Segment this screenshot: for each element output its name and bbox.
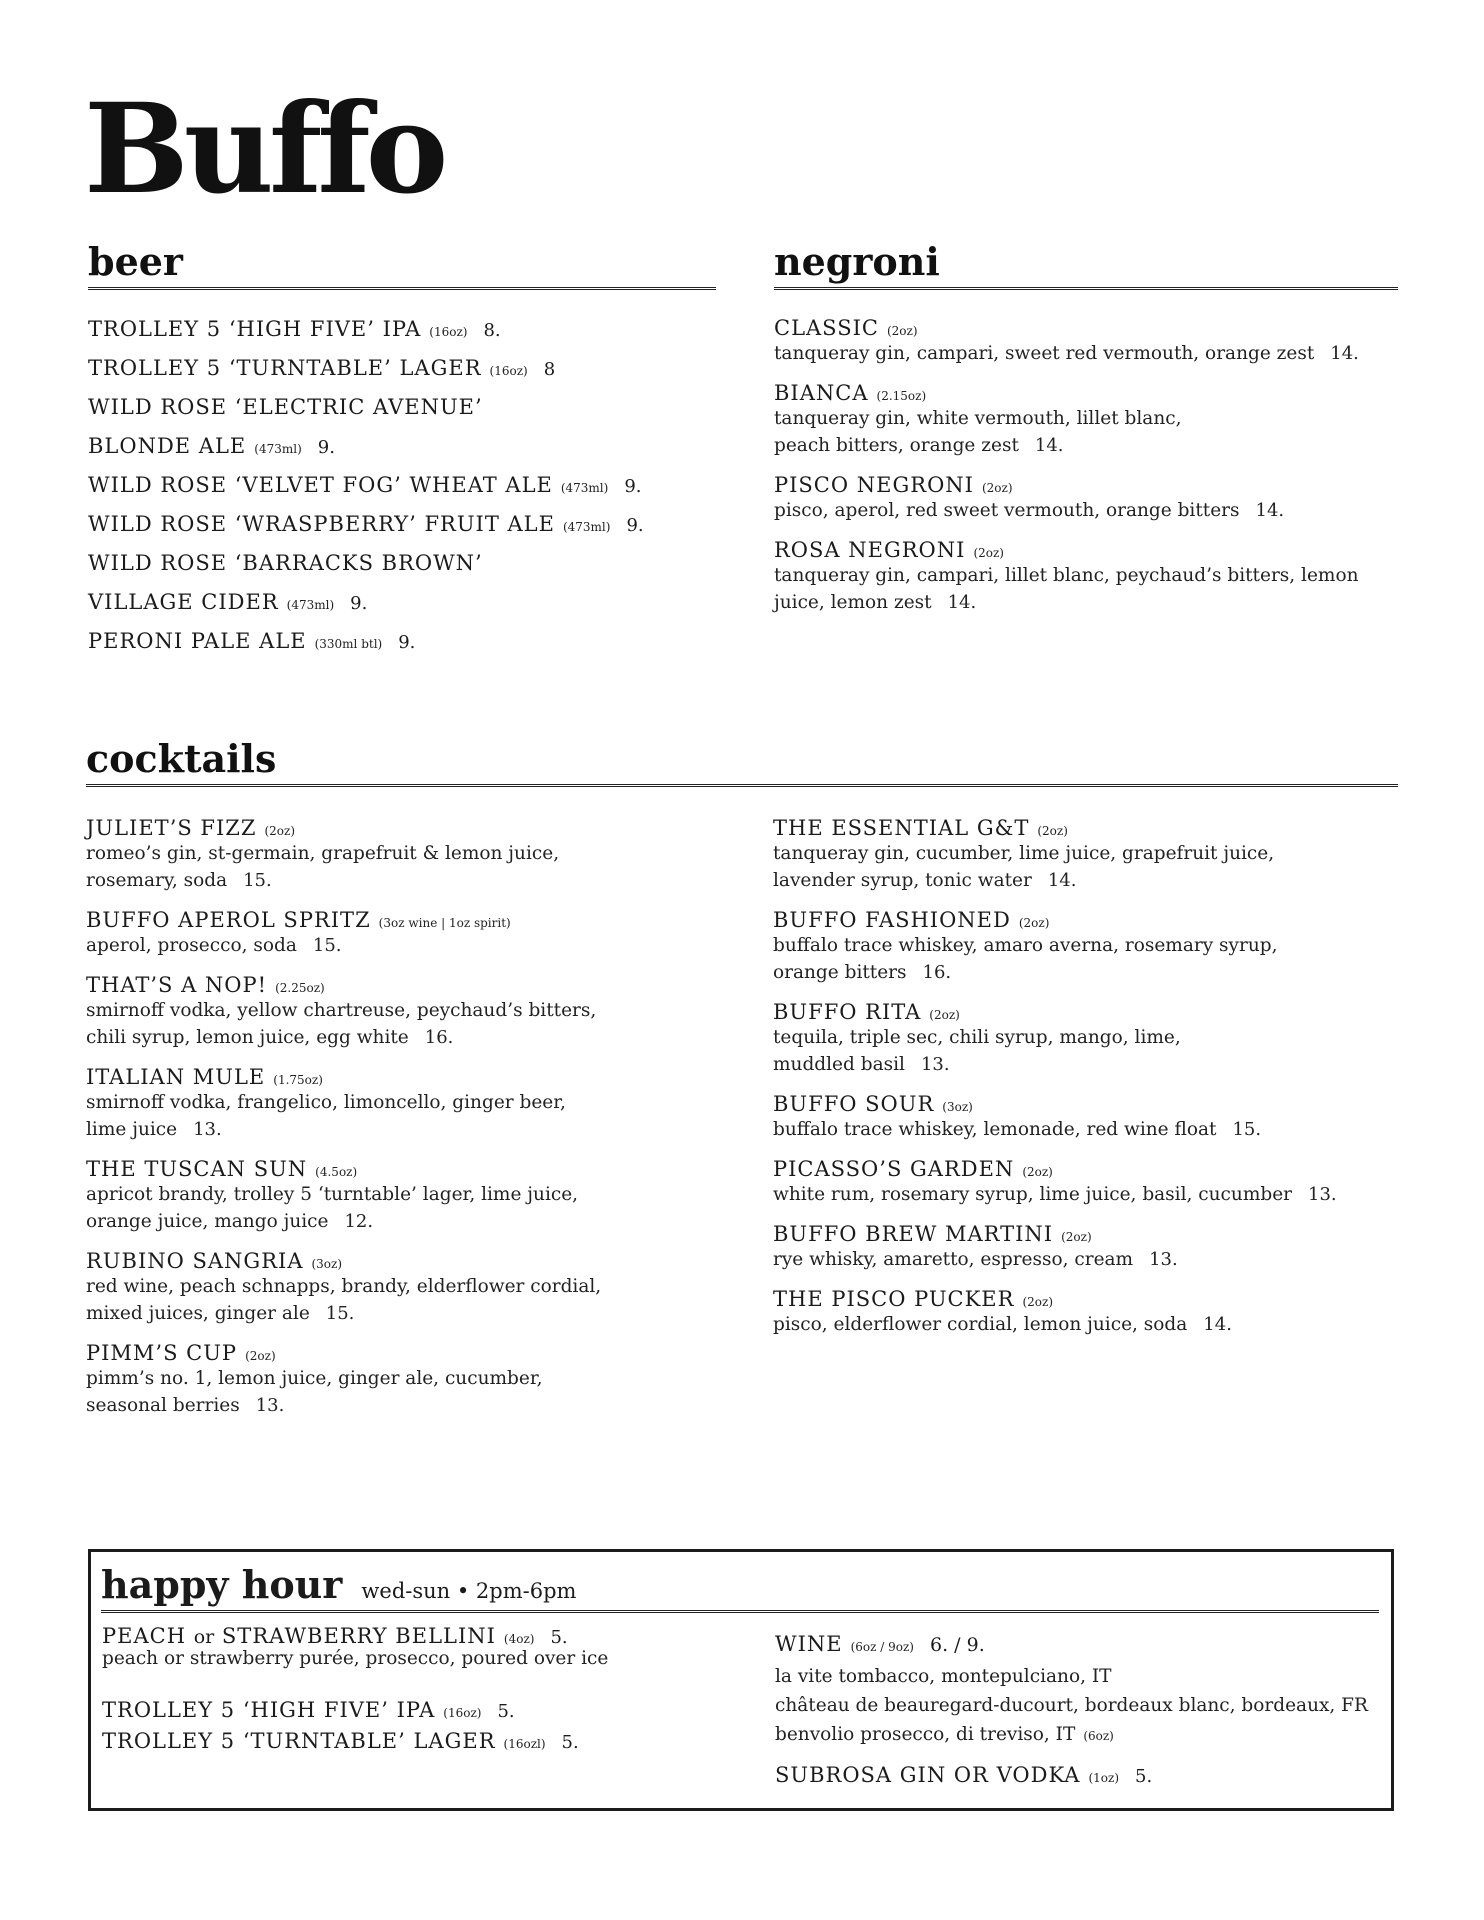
description-text: tanqueray gin, cucumber, lime juice, grapefruit juice, [773, 843, 1275, 864]
item-heading [774, 316, 1414, 340]
happy-hour-right [775, 1629, 1385, 1787]
menu-item [774, 473, 1414, 524]
description-text: smirnoff vodka, frangelico, limoncello, ginger beer, [86, 1092, 566, 1113]
spirit-name: SUBROSA GIN OR VODKA [775, 1763, 1081, 1787]
description-text: pimm’s no. 1, lemon juice, ginger ale, cucumber, [86, 1368, 543, 1389]
item-description [86, 932, 726, 959]
item-description [86, 840, 726, 867]
hh-beer-price: 5. [561, 1732, 579, 1753]
item-description [86, 1392, 726, 1419]
description-text: buffalo trace whiskey, amaro averna, rosemary syrup, [773, 935, 1278, 956]
item-description [773, 1311, 1413, 1338]
item-description [86, 997, 726, 1024]
wine-line: la vite tombacco, montepulciano, IT [775, 1666, 1112, 1687]
item-size: (3oz) [311, 1257, 343, 1271]
beer-item [88, 466, 728, 505]
negroni-heading: negroni [774, 243, 1398, 290]
item-name: RUBINO SANGRIA [86, 1249, 304, 1273]
item-price: 15. [325, 1303, 355, 1324]
beer-list [88, 310, 728, 661]
beer-item [88, 310, 728, 349]
bellini-or: or [193, 1626, 215, 1648]
happy-hour-left [102, 1624, 762, 1758]
item-price: 14. [1047, 870, 1077, 891]
happy-hour-schedule: wed-sun • 2pm-6pm [361, 1579, 577, 1603]
description-text: lime juice [86, 1119, 178, 1140]
item-name: BIANCA [774, 381, 869, 405]
bellini-item [102, 1624, 762, 1648]
hh-beer-item [102, 1727, 762, 1758]
item-name: CLASSIC [774, 316, 879, 340]
item-name: BUFFO SOUR [773, 1092, 935, 1116]
bellini-name-a: PEACH [102, 1624, 187, 1648]
item-name: PICASSO’S GARDEN [773, 1157, 1015, 1181]
beer-item [88, 388, 728, 427]
cocktails-left-column [86, 816, 726, 1433]
menu-item [773, 908, 1413, 986]
item-price: 14. [1203, 1314, 1232, 1335]
item-price: 13. [255, 1395, 285, 1416]
wine-line: château de beauregard-ducourt, bordeaux blanc, bordeaux, FR [775, 1695, 1368, 1716]
item-size: (2oz) [1061, 1230, 1092, 1244]
item-size: (2oz) [1022, 1295, 1053, 1309]
menu-item [86, 816, 726, 894]
description-text: tequila, triple sec, chili syrup, mango, lime, [773, 1027, 1181, 1048]
item-description [773, 1181, 1413, 1208]
item-description [774, 405, 1414, 432]
item-description [773, 1051, 1413, 1078]
hh-beer-price: 5. [497, 1701, 515, 1722]
item-heading [86, 1157, 726, 1181]
item-size: (2oz) [1022, 1165, 1053, 1179]
item-name: THAT’S A NOP! [86, 973, 268, 997]
item-description [774, 562, 1414, 589]
item-size: (2oz) [264, 824, 296, 838]
item-name: THE TUSCAN SUN [86, 1157, 308, 1181]
description-text: seasonal berries [86, 1395, 240, 1416]
item-name: THE ESSENTIAL G&T [773, 816, 1030, 840]
item-description [86, 1273, 726, 1300]
item-name: THE PISCO PUCKER [773, 1287, 1015, 1311]
beer-price: 9. [626, 515, 644, 536]
beer-item [88, 427, 728, 466]
item-heading [773, 816, 1413, 840]
item-description [774, 340, 1414, 367]
description-text: muddled basil [773, 1054, 905, 1075]
bellini-price: 5. [550, 1627, 568, 1648]
item-size: (2oz) [1037, 824, 1068, 838]
beer-heading: beer [88, 243, 716, 290]
beer-price: 9. [350, 593, 368, 614]
item-heading [774, 381, 1414, 405]
item-size: (2oz) [886, 324, 918, 338]
menu-item [86, 1249, 726, 1327]
item-price: 13. [920, 1054, 950, 1075]
item-description [86, 1089, 726, 1116]
description-text: chili syrup, lemon juice, egg white [86, 1027, 409, 1048]
beer-price: 9. [398, 632, 416, 653]
item-size: (1.75oz) [273, 1073, 323, 1087]
item-heading [774, 473, 1414, 497]
beer-price: 8. [483, 320, 501, 341]
item-size: (2oz) [929, 1008, 960, 1022]
item-description [774, 432, 1414, 459]
description-text: tanqueray gin, campari, sweet red vermouth, orange zest [774, 343, 1315, 364]
wine-size: (6oz / 9oz) [850, 1640, 914, 1654]
description-text: romeo’s gin, st-germain, grapefruit & lemon juice, [86, 843, 560, 864]
cocktails-heading: cocktails [86, 740, 1398, 787]
beer-item [88, 349, 728, 388]
description-text: juice, lemon zest [774, 592, 932, 613]
bellini-name-b: STRAWBERRY BELLINI [221, 1624, 496, 1648]
menu-item [773, 1157, 1413, 1208]
item-heading [86, 816, 726, 840]
beer-name: BLONDE ALE [88, 434, 247, 458]
item-size: (2oz) [981, 481, 1013, 495]
item-heading [773, 1157, 1413, 1181]
item-price: 16. [922, 962, 952, 983]
cocktails-right-column [773, 816, 1413, 1352]
item-heading [773, 1000, 1413, 1024]
hh-beer-item [102, 1696, 762, 1727]
menu-item [773, 816, 1413, 894]
menu-item [86, 908, 726, 959]
description-text: orange bitters [773, 962, 907, 983]
item-size: (2oz) [1018, 916, 1050, 930]
description-text: apricot brandy, trolley 5 ‘turntable’ lager, lime juice, [86, 1184, 579, 1205]
description-text: lavender syrup, tonic water [773, 870, 1032, 891]
item-price: 14. [947, 592, 977, 613]
item-description [86, 1365, 726, 1392]
hh-beer-name: TROLLEY 5 ‘TURNTABLE’ LAGER [102, 1729, 496, 1753]
negroni-list [774, 316, 1414, 630]
item-price: 13. [1149, 1249, 1178, 1270]
buffo-logo: Buffo [84, 77, 444, 222]
bellini-size: (4oz) [503, 1632, 535, 1646]
description-text: tanqueray gin, white vermouth, lillet blanc, [774, 408, 1182, 429]
item-description [773, 932, 1413, 959]
wine-line: benvolio prosecco, di treviso, IT [775, 1724, 1076, 1745]
spirit-price: 5. [1135, 1766, 1153, 1787]
menu-item [773, 1287, 1413, 1338]
menu-item [774, 381, 1414, 459]
item-price: 15. [312, 935, 342, 956]
item-heading [86, 1341, 726, 1365]
happy-hour-box [88, 1549, 1394, 1811]
beer-name: WILD ROSE ‘BARRACKS BROWN’ [88, 551, 483, 575]
item-description [774, 497, 1414, 524]
description-text: aperol, prosecco, soda [86, 935, 297, 956]
beer-size: (473ml) [560, 481, 609, 495]
item-description [86, 1208, 726, 1235]
item-description [86, 867, 726, 894]
beer-name: PERONI PALE ALE [88, 629, 307, 653]
beer-size: (16oz) [489, 364, 528, 378]
item-price: 12. [344, 1211, 374, 1232]
description-text: white rum, rosemary syrup, lime juice, basil, cucumber [773, 1184, 1293, 1205]
menu-item [86, 1065, 726, 1143]
description-text: smirnoff vodka, yellow chartreuse, peychaud’s bitters, [86, 1000, 597, 1021]
item-size: (4.5oz) [315, 1165, 358, 1179]
beer-size: (16oz) [429, 325, 468, 339]
description-text: tanqueray gin, campari, lillet blanc, peychaud’s bitters, lemon [774, 565, 1359, 586]
item-name: ROSA NEGRONI [774, 538, 966, 562]
description-text: peach bitters, orange zest [774, 435, 1019, 456]
hh-beer-size: (16oz) [443, 1706, 482, 1720]
beer-item [88, 544, 728, 583]
item-size: (2.25oz) [275, 981, 325, 995]
wine-line-prosecco [775, 1720, 1385, 1751]
item-size: (2.15oz) [876, 389, 927, 403]
item-name: JULIET’S FIZZ [86, 816, 257, 840]
item-size: (3oz) [942, 1100, 973, 1114]
item-description [774, 589, 1414, 616]
hh-beer-size: (16ozl) [503, 1737, 546, 1751]
description-text: pisco, aperol, red sweet vermouth, orange bitters [774, 500, 1240, 521]
beer-item [88, 622, 728, 661]
beer-name: TROLLEY 5 ‘TURNTABLE’ LAGER [88, 356, 482, 380]
menu-item [774, 316, 1414, 367]
beer-name: TROLLEY 5 ‘HIGH FIVE’ IPA [88, 317, 422, 341]
item-description [773, 1024, 1413, 1051]
item-description [773, 867, 1413, 894]
description-text: pisco, elderflower cordial, lemon juice, soda [773, 1314, 1188, 1335]
item-name: ITALIAN MULE [86, 1065, 266, 1089]
menu-item [773, 1222, 1413, 1273]
beer-price: 9. [317, 437, 335, 458]
item-description [773, 1246, 1413, 1273]
menu-item [773, 1092, 1413, 1143]
item-size: (2oz) [245, 1349, 276, 1363]
beer-item [88, 583, 728, 622]
beer-name: WILD ROSE ‘ELECTRIC AVENUE’ [88, 395, 483, 419]
item-price: 14. [1330, 343, 1359, 364]
beer-item [88, 505, 728, 544]
bellini-description: peach or strawberry purée, prosecco, poured over ice [102, 1648, 609, 1669]
menu-item [86, 1157, 726, 1235]
beer-size: (473ml) [286, 598, 335, 612]
item-heading [773, 1092, 1413, 1116]
item-price: 13. [193, 1119, 222, 1140]
description-text: red wine, peach schnapps, brandy, elderflower cordial, [86, 1276, 602, 1297]
item-heading [773, 1222, 1413, 1246]
item-heading [86, 908, 726, 932]
item-name: PISCO NEGRONI [774, 473, 974, 497]
happy-hour-title: happy hour [101, 1562, 343, 1607]
item-description [86, 1300, 726, 1327]
hh-beer-name: TROLLEY 5 ‘HIGH FIVE’ IPA [102, 1698, 436, 1722]
item-heading [773, 908, 1413, 932]
beer-name: WILD ROSE ‘VELVET FOG’ WHEAT ALE [88, 473, 553, 497]
wine-name: WINE [775, 1632, 843, 1656]
spirit-size: (1oz) [1088, 1771, 1119, 1785]
item-price: 13. [1308, 1184, 1337, 1205]
description-text: orange juice, mango juice [86, 1211, 329, 1232]
menu-item [774, 538, 1414, 616]
item-name: PIMM’S CUP [86, 1341, 238, 1365]
beer-name: WILD ROSE ‘WRASPBERRY’ FRUIT ALE [88, 512, 555, 536]
item-heading [86, 1065, 726, 1089]
beer-price: 9. [624, 476, 642, 497]
item-heading [773, 1287, 1413, 1311]
beer-size: (473ml) [562, 520, 611, 534]
item-name: BUFFO BREW MARTINI [773, 1222, 1054, 1246]
item-heading [86, 1249, 726, 1273]
wine-item [775, 1629, 1385, 1662]
item-price: 14. [1255, 500, 1285, 521]
item-name: BUFFO APEROL SPRITZ [86, 908, 371, 932]
item-size: (2oz) [973, 546, 1004, 560]
menu-item [773, 1000, 1413, 1078]
item-description [773, 1116, 1413, 1143]
item-heading [774, 538, 1414, 562]
item-description [773, 959, 1413, 986]
item-description [86, 1116, 726, 1143]
menu-item [86, 1341, 726, 1419]
item-description [773, 840, 1413, 867]
happy-hour-heading [101, 1562, 1379, 1613]
item-price: 16. [424, 1027, 454, 1048]
item-price: 15. [1232, 1119, 1262, 1140]
beer-size: (330ml btl) [314, 637, 383, 651]
item-price: 14. [1034, 435, 1064, 456]
description-text: buffalo trace whiskey, lemonade, red wine float [773, 1119, 1217, 1140]
description-text: rye whisky, amaretto, espresso, cream [773, 1249, 1134, 1270]
prosecco-size: (6oz) [1083, 1729, 1114, 1743]
beer-price: 8 [543, 359, 556, 380]
item-name: BUFFO FASHIONED [773, 908, 1011, 932]
spirit-item [775, 1763, 1385, 1787]
item-size: (3oz wine | 1oz spirit) [378, 916, 511, 930]
item-name: BUFFO RITA [773, 1000, 922, 1024]
beer-name: VILLAGE CIDER [88, 590, 279, 614]
item-description [86, 1181, 726, 1208]
item-heading [86, 973, 726, 997]
description-text: mixed juices, ginger ale [86, 1303, 310, 1324]
beer-size: (473ml) [254, 442, 302, 456]
wine-price: 6. / 9. [930, 1634, 985, 1656]
description-text: rosemary, soda [86, 870, 228, 891]
menu-item [86, 973, 726, 1051]
item-description [86, 1024, 726, 1051]
item-price: 15. [243, 870, 272, 891]
